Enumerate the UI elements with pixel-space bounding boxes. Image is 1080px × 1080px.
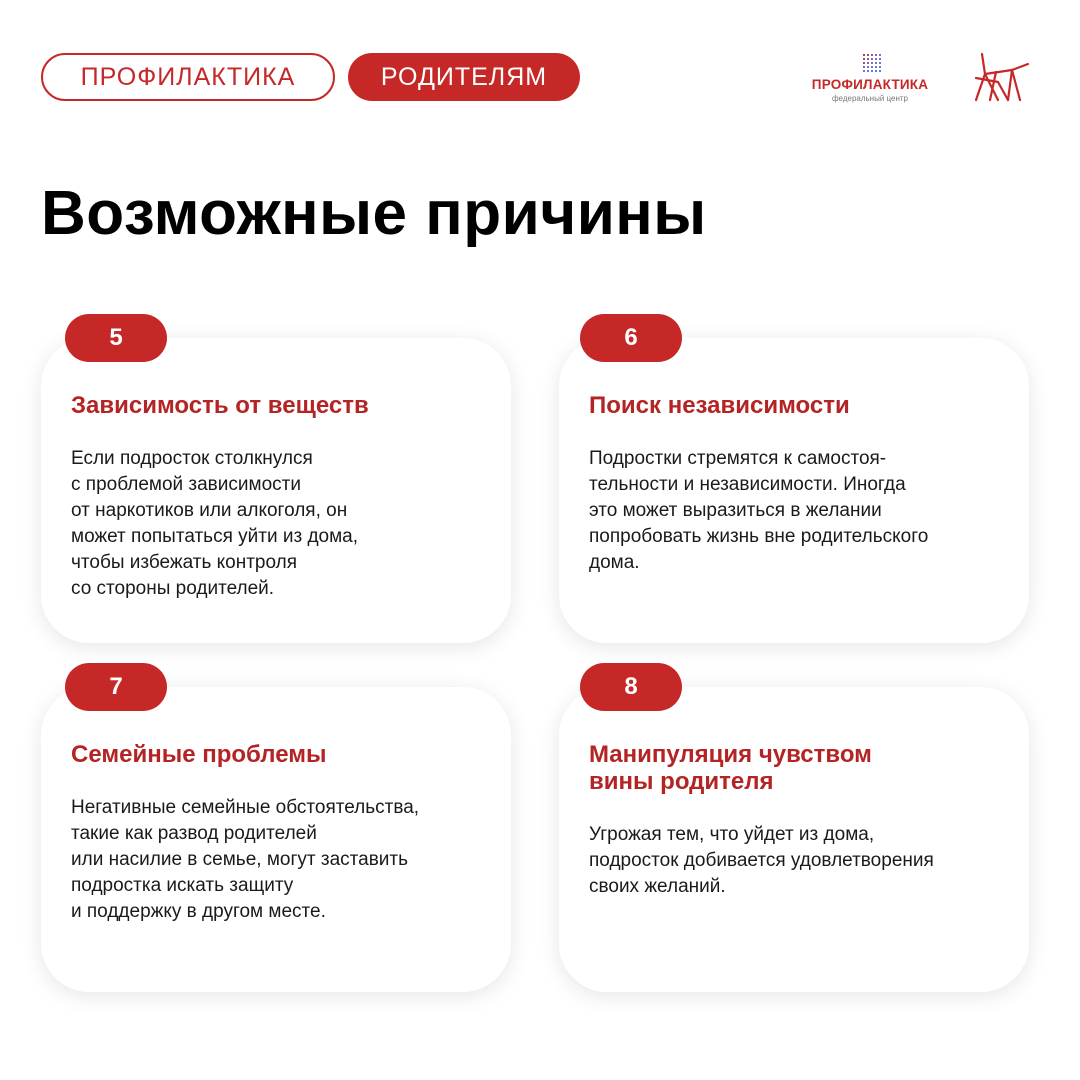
card-text: Подростки стремятся к самостоя- тельности и независимости. Иногда это может выразиться в желании попробовать жизнь вне родительского дома. [589, 448, 929, 573]
number-badge-6: 6 [580, 314, 682, 362]
number-badge-8: 8 [580, 663, 682, 711]
prevention-center-logo [808, 52, 932, 104]
logo-subtitle: федеральный центр [831, 94, 909, 103]
card-title: Манипуляция чувством вины родителя [589, 741, 872, 795]
reason-card-8 [559, 687, 1029, 992]
reason-card-5 [41, 338, 511, 643]
logo-title: ПРОФИЛАКТИКА [811, 77, 929, 92]
number-badge-5: 5 [65, 314, 167, 362]
reason-card-7 [41, 687, 511, 992]
page-title: Возможные причины [41, 179, 707, 248]
reason-card-6 [559, 338, 1029, 643]
card-text: Если подросток столкнулся с проблемой зависимости от наркотиков или алкоголя, он может попытаться уйти из дома, чтобы избежать контроля со стороны родителей. [71, 448, 359, 599]
card-text: Угрожая тем, что уйдет из дома, подросток добивается удовлетворения своих желаний. [589, 824, 934, 897]
card-text: Негативные семейные обстоятельства, такие как развод родителей или насилие в семье, могут заставить подростка искать защиту и поддержку в другом месте. [71, 797, 420, 922]
card-title: Зависимость от веществ [71, 392, 369, 419]
number-badge-7: 7 [65, 663, 167, 711]
tag-prevention: ПРОФИЛАКТИКА [41, 53, 335, 101]
logo-dots-icon [863, 52, 883, 72]
card-title: Поиск независимости [589, 392, 850, 419]
horse-logo-icon [968, 52, 1032, 104]
card-title: Семейные проблемы [71, 741, 327, 768]
tag-parents: РОДИТЕЛЯМ [348, 53, 580, 101]
